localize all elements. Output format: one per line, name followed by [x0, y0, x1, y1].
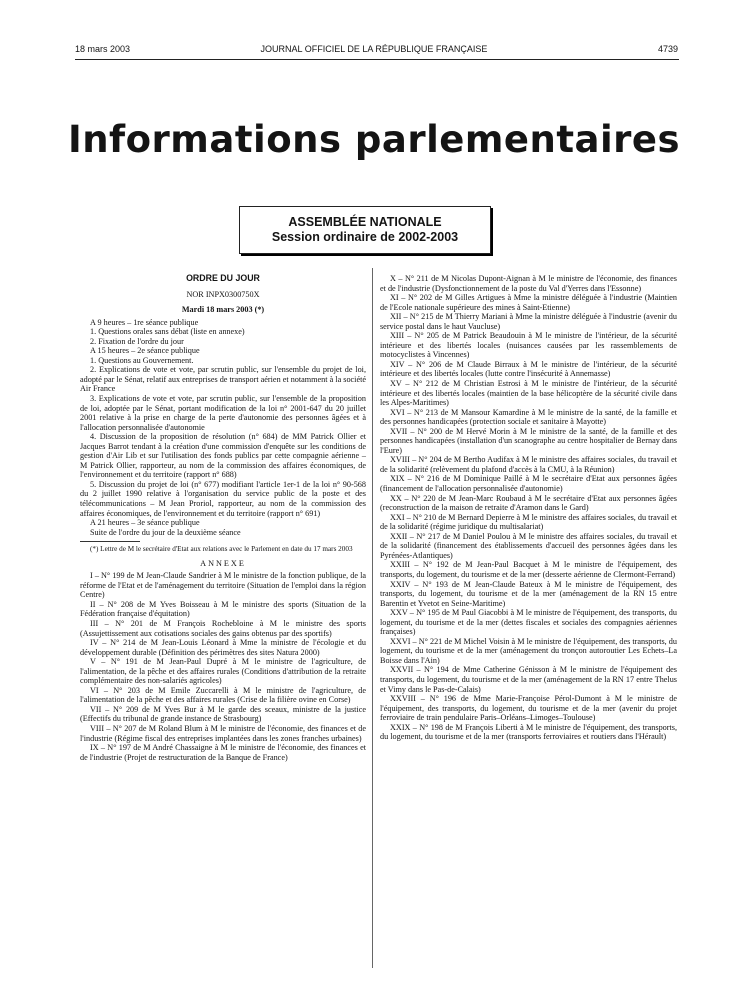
column-divider	[372, 268, 373, 968]
agenda-item: 5. Discussion du projet de loi (n° 677) modifiant l'article 1er-1 de la loi n° 90-568 du 2 juillet 1990 relative à l'organisation du service public de la poste et des télécommunications – M Jean Proriol, rapporteur, au nom de la commission des affaires économiques, de l'environnement et du territoire (rapport n° 691)	[80, 479, 366, 518]
assembly-box	[239, 206, 491, 254]
annexe-questions-left	[80, 571, 366, 762]
question-item: XXII – N° 217 de M Daniel Poulou à M le ministre des affaires sociales, du travail et de la solidarité (financement des établissements d'accueil des personnes âgées dans les Pyrénées-Atlantiques)	[380, 531, 677, 560]
footnote: (*) Lettre de M le secrétaire d'Etat aux relations avec le Parlement en date du 17 mars 2003	[90, 545, 353, 554]
agenda-item: 4. Discussion de la proposition de résolution (n° 684) de MM Patrick Ollier et Jacques Barrot tendant à la création d'une commission d'enquête sur les conditions de gestion d'Air Lib et sur l'utilisation des fonds publics par cette compagnie aérienne – M Patrick Ollier, rapporteur, au nom de la commission des affaires économiques, de l'environnement et du territoire (rapport n° 688)	[80, 432, 366, 480]
seance-3: A 21 heures – 3e séance publique	[90, 518, 200, 528]
question-item: XXVIII – N° 196 de Mme Marie-Françoise Pérol-Dumont à M le ministre de l'équipement, des transports, du logement, du tourisme et de la mer (avenir du projet ferroviaire de train pendulaire Paris–Orléans–Limoges–Toulouse)	[380, 694, 677, 723]
annexe-heading: ANNEXE	[200, 558, 246, 568]
header-rule	[75, 59, 679, 60]
question-item: XVIII – N° 204 de M Bertho Audifax à M le ministre des affaires sociales, du travail et de la solidarité (relèvement du plafond d'accès à la CMU, à la Réunion)	[380, 455, 677, 474]
question-item: XXIII – N° 192 de M Jean-Paul Bacquet à M le ministre de l'équipement, des transports, du logement, du tourisme et de la mer (desserte aérienne de Clermont-Ferrand)	[380, 560, 677, 579]
question-item: XXV – N° 195 de M Paul Giacobbi à M le ministre de l'équipement, des transports, du logement, du tourisme et de la mer (dettes fiscales et sociales des compagnies aériennes françaises)	[380, 608, 677, 637]
question-item: V – N° 191 de M Jean-Paul Dupré à M le ministre de l'agriculture, de l'alimentation, de la pêche et des affaires rurales (Conditions d'attribution de la retraite complémentaire des non-salariés agricoles)	[80, 657, 366, 686]
question-item: I – N° 199 de M Jean-Claude Sandrier à M le ministre de la fonction publique, de la réforme de l'Etat et de l'aménagement du territoire (Situation de l'emploi dans la région Centre)	[80, 571, 366, 600]
question-item: IX – N° 197 de M André Chassaigne à M le ministre de l'économie, des finances et de l'industrie (Projet de restructuration de la Banque de France)	[80, 743, 366, 762]
agenda-item: 1. Questions orales sans débat (liste en annexe)	[90, 327, 245, 337]
assembly-name: ASSEMBLÉE NATIONALE	[288, 215, 442, 229]
question-item: XIX – N° 216 de M Dominique Paillé à M le secrétaire d'Etat aux personnes âgées (financement de l'allocation personnalisée d'autonomie)	[380, 474, 677, 494]
question-item: XXIX – N° 198 de M François Liberti à M le ministre de l'équipement, des transports, du logement, du tourisme et de la mer (transports ferroviaires et routiers dans l'Hérault)	[380, 722, 677, 742]
agenda-date: Mardi 18 mars 2003 (*)	[181, 305, 265, 315]
question-item: XV – N° 212 de M Christian Estrosi à M le ministre de l'intérieur, de la sécurité intérieure et des libertés locales (maintien de la base hélicoptère de la sécurité civile dans les Alpes-Maritimes)	[380, 379, 677, 408]
question-item: VI – N° 203 de M Emile Zuccarelli à M le ministre de l'agriculture, de l'alimentation de la pêche et des affaires rurales (Crise de la filière ovine en Corse)	[80, 685, 366, 705]
seance-2-items	[80, 356, 366, 518]
agenda-item: 3. Explications de vote et vote, par scrutin public, sur l'ensemble de la proposition de loi, adoptée par le Sénat, portant modification de la loi n° 2001-647 du 20 juillet 2001 relative à la prise en charge de la perte d'autonomie des personnes âgées et à l'allocation personnalisée d'autonomie	[80, 394, 366, 432]
question-item: XVI – N° 213 de M Mansour Kamardine à M le ministre de la santé, de la famille et des personnes handicapées (protection sociale et sanitaire à Mayotte)	[380, 407, 677, 427]
left-column	[80, 274, 366, 762]
nor-reference: NOR INPX0300750X	[186, 289, 260, 299]
seance-1: A 9 heures – 1re séance publique	[90, 317, 199, 327]
footnote-rule	[80, 541, 140, 542]
header-date: 18 mars 2003	[75, 44, 131, 54]
question-item: XVII – N° 200 de M Hervé Morin à M le ministre de la santé, de la famille et des personnes handicapées (installation d'un scanographe au centre hospitalier de Bernay dans l'Eure)	[380, 426, 677, 455]
question-item: XII – N° 215 de M Thierry Mariani à Mme la ministre déléguée à l'industrie (avenir du service postal dans le haut Vaucluse)	[380, 312, 677, 331]
question-item: XX – N° 220 de M Jean-Marc Roubaud à M le secrétaire d'Etat aux personnes âgées (reconstruction de la maison de retraite d'Aramon dans le Gard)	[380, 493, 677, 513]
question-item: XXIV – N° 193 de M Jean-Claude Bateux à M le ministre de l'équipement, des transports, du logement, du tourisme et de la mer (aménagement de la RN 15 entre Barentin et Yvetot en Seine-Maritime)	[380, 579, 677, 608]
page-title: Informations parlementaires	[67, 118, 681, 161]
question-item: XXI – N° 210 de M Bernard Depierre à M le ministre des affaires sociales, du travail et de la solidarité (régime juridique du multisalariat)	[380, 512, 677, 532]
question-item: XXVII – N° 194 de Mme Catherine Génisson à M le ministre de l'équipement des transports, du logement, du tourisme et de la mer (aménagement de la RN 17 entre Thelus et Vimy dans le Pas-de-Calais)	[380, 665, 677, 694]
right-column	[380, 274, 677, 742]
question-item: XIV – N° 206 de M Claude Birraux à M le ministre de l'intérieur, de la sécurité intérieure et des libertés locales (lutte contre l'insécurité à Annemasse)	[380, 359, 677, 379]
question-item: X – N° 211 de M Nicolas Dupont-Aignan à M le ministre de l'économie, des finances et de l'industrie (Dysfonctionnement de la poste du Val d'Yerres dans l'Essonne)	[380, 274, 677, 293]
session-name: Session ordinaire de 2002-2003	[271, 230, 459, 244]
agenda-item: 2. Fixation de l'ordre du jour	[90, 336, 184, 346]
journal-title: JOURNAL OFFICIEL DE LA RÉPUBLIQUE FRANÇAISE	[260, 44, 488, 54]
question-item: XXVI – N° 221 de M Michel Voisin à M le ministre de l'équipement, des transports, du logement, du tourisme et de la mer (aménagement du tronçon autoroutier Les Echets–La Boisse dans l'Ain)	[380, 636, 677, 665]
page-number: 4739	[657, 44, 678, 54]
seance-1-items	[80, 327, 366, 346]
question-item: XI – N° 202 de M Gilles Artigues à Mme la ministre déléguée à l'industrie (Maintien de l'Ecole nationale supérieure des mines à Saint-Etienne)	[380, 293, 677, 312]
question-item: II – N° 208 de M Yves Boisseau à M le ministre des sports (Situation de la Fédération française d'équitation)	[80, 599, 366, 619]
question-item: VIII – N° 207 de M Roland Blum à M le ministre de l'économie, des finances et de l'industrie (Régime fiscal des entreprises implantées dans les zones franches urbaines)	[80, 724, 366, 743]
agenda-heading: ORDRE DU JOUR	[186, 273, 260, 283]
agenda-item: 2. Explications de vote et vote, par scrutin public, sur l'ensemble du projet de loi, adopté par le Sénat, relatif aux entreprises de transport aérien et notamment à la société Air France	[80, 365, 366, 394]
question-item: XIII – N° 205 de M Patrick Beaudouin à M le ministre de l'intérieur, de la sécurité intérieure et des libertés locales (nuisances causées par les rassemblements de motocyclistes à Vincennes)	[380, 331, 677, 360]
question-item: III – N° 201 de M François Rochebloine à M le ministre des sports (Assujettissement aux cotisations sociales des gains obtenus par des sportifs)	[80, 619, 366, 638]
question-item: VII – N° 209 de M Yves Bur à M le garde des sceaux, ministre de la justice (Effectifs du tribunal de grande instance de Strasbourg)	[80, 704, 366, 724]
annexe-questions-right	[380, 274, 677, 742]
agenda-item: 1. Questions au Gouvernement.	[90, 355, 194, 365]
seance-2: A 15 heures – 2e séance publique	[90, 346, 200, 356]
question-item: IV – N° 214 de M Jean-Louis Léonard à Mme la ministre de l'écologie et du développement durable (Définition des périmètres des sites Natura 2000)	[80, 638, 366, 657]
seance-3-suite: Suite de l'ordre du jour de la deuxième séance	[90, 527, 241, 537]
